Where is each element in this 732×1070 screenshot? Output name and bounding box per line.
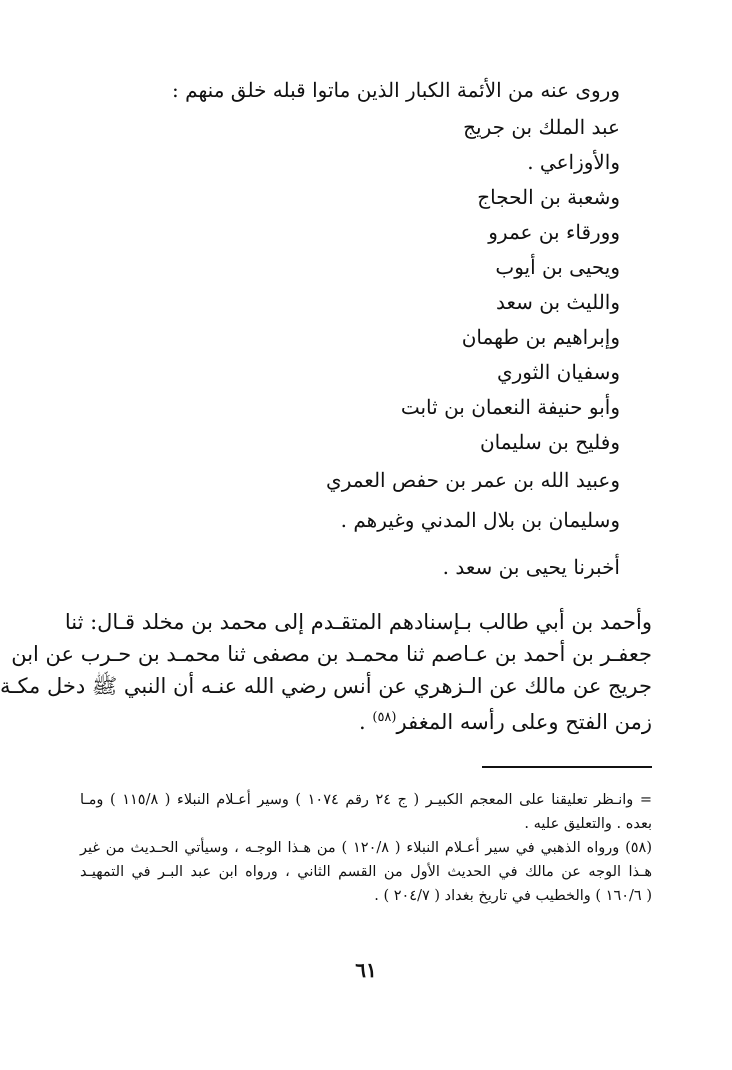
hadith-end: . <box>359 710 373 734</box>
footnote-line: = وانـظر تعليقنا على المعجم الكبيـر ( ج ٢٤ رقم ١٠٧٤ ) وسير أعـلام النبلاء ( ١١٥/٨ ) ومـا <box>80 792 652 808</box>
narrator-name: وسليمان بن بلال المدني وغيرهم . <box>340 508 620 532</box>
hadith-line: جعفـر بن أحمد بن عـاصم ثنا محمـد بن مصفى ثنا محمـد بن حـرب عن ابن <box>11 642 652 666</box>
hadith-line: وأحمد بن أبي طالب بـإسنادهم المتقـدم إلى محمد بن مخلد قـال: ثنا <box>64 610 652 634</box>
intro-line: وروى عنه من الأئمة الكبار الذين ماتوا قبله خلق منهم : <box>172 78 620 102</box>
page-number: ٦١ <box>355 958 377 982</box>
footnote-line: ( ١٦٠/٦ ) والخطيب في تاريخ بغداد ( ٢٠٤/٧ ) . <box>374 888 652 904</box>
narrator-name: عبد الملك بن جريج <box>463 115 620 139</box>
footnote-line: بعده . والتعليق عليه . <box>524 816 652 832</box>
narrator-name: وفليح بن سليمان <box>479 430 620 454</box>
narrator-name: وسفيان الثوري <box>496 360 620 384</box>
narrator-name: وشعبة بن الحجاج <box>477 185 620 209</box>
hadith-line: جريج عن مالك عن الـزهري عن أنس رضي الله عنـه أن النبي ﷺ دخل مكـة <box>0 674 652 698</box>
footnotes <box>80 788 652 908</box>
footnote-line: هـذا الوجه عن مالك في الحديث الأول من القسم الثاني ، ورواه ابن عبد البـر في التمهيـد <box>80 864 652 880</box>
narrator-name: وورقاء بن عمرو <box>488 220 620 244</box>
footnote-line: (٥٨) ورواه الذهبي في سير أعـلام النبلاء ( ١٢٠/٨ ) من هـذا الوجـه ، وسيأتي الحـديث من غير <box>80 840 652 856</box>
hadith-last-line <box>80 702 652 738</box>
hadith-paragraph <box>0 606 652 738</box>
narrator-name: وعبيد الله بن عمر بن حفص العمري <box>326 468 620 492</box>
footnote-reference: (٥٨) <box>372 710 397 725</box>
narrator-name: وأبو حنيفة النعمان بن ثابت <box>400 395 620 419</box>
narrator-name: وإبراهيم بن طهمان <box>461 325 620 349</box>
narrator-name: والأوزاعي . <box>527 150 620 174</box>
hadith-line: زمن الفتح وعلى رأسه المغفر <box>396 710 652 734</box>
footnote-separator <box>482 766 652 768</box>
akhbarana-line: أخبرنا يحيى بن سعد . <box>442 555 620 579</box>
narrator-name: والليث بن سعد <box>495 290 620 314</box>
narrator-name: ويحيى بن أيوب <box>495 255 620 279</box>
